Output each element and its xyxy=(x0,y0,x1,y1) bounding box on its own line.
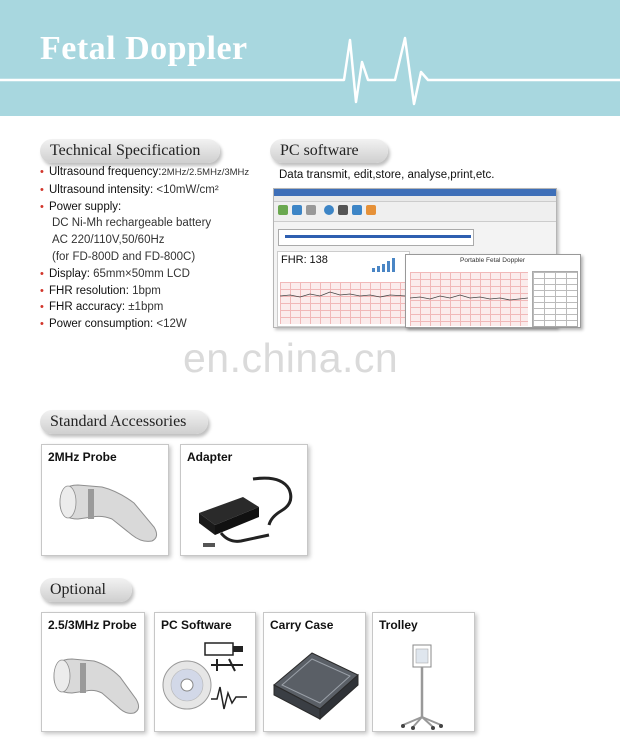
window-titlebar xyxy=(274,189,556,196)
accessory-card-adapter xyxy=(180,444,308,556)
probe-icon xyxy=(42,445,170,557)
toolbar-icon xyxy=(338,205,348,215)
card-label: 2.5/3MHz Probe xyxy=(48,618,137,632)
spec-item: • Power supply: xyxy=(40,199,270,216)
records-table xyxy=(278,229,474,246)
toolbar-icon xyxy=(324,205,334,215)
spec-item: • Ultrasound frequency:2MHz/2.5MHz/3MHz xyxy=(40,164,270,182)
spec-item: • FHR resolution: 1bpm xyxy=(40,283,270,300)
spec-subitem: DC Ni-Mh rechargeable battery xyxy=(52,217,212,230)
card-label: Adapter xyxy=(187,450,233,464)
fetal-doppler-report xyxy=(405,254,581,328)
card-label: Trolley xyxy=(379,618,418,632)
report-title: Portable Fetal Doppler xyxy=(460,257,526,264)
window-toolbar xyxy=(274,202,556,222)
report-table xyxy=(532,271,578,327)
probe-icon xyxy=(42,613,146,733)
optional-card-trolley xyxy=(372,612,475,732)
spec-list xyxy=(40,164,270,333)
spec-subitem: AC 220/110V,50/60Hz xyxy=(52,234,165,247)
card-label: Carry Case xyxy=(270,618,334,632)
spec-item: • FHR accuracy: ±1bpm xyxy=(40,299,270,316)
toolbar-icon xyxy=(366,205,376,215)
toolbar-icon xyxy=(278,205,288,215)
spec-subitem: (for FD-800D and FD-800C) xyxy=(52,250,196,263)
carry-case-icon xyxy=(264,613,367,733)
fhr-panel xyxy=(277,251,410,327)
fhr-chart-grid xyxy=(280,282,406,324)
technical-specification-heading: Technical Specification xyxy=(40,139,220,163)
pc-software-description: Data transmit, edit,store, analyse,print,etc. xyxy=(279,169,495,181)
cd-usb-icon xyxy=(155,613,257,733)
heartbeat-line-icon xyxy=(0,0,620,116)
spec-item: • Display: 65mm×50mm LCD xyxy=(40,266,270,283)
optional-card-probe xyxy=(41,612,145,732)
report-chart-grid xyxy=(410,272,528,326)
header-banner xyxy=(0,0,620,116)
optional-heading: Optional xyxy=(40,578,132,602)
fhr-trace xyxy=(280,282,406,324)
fhr-readout: FHR: 138 xyxy=(281,254,328,266)
toolbar-icon xyxy=(292,205,302,215)
toolbar-icon xyxy=(352,205,362,215)
spec-item: • Ultrasound intensity: <10mW/cm² xyxy=(40,182,270,199)
watermark: en.china.cn xyxy=(183,335,399,381)
card-label: PC Software xyxy=(161,618,232,632)
pc-software-heading: PC software xyxy=(270,139,388,163)
signal-bars-icon xyxy=(372,258,402,272)
accessory-card-probe xyxy=(41,444,169,556)
optional-card-carry-case xyxy=(263,612,366,732)
trolley-icon xyxy=(373,613,476,733)
optional-card-pc-software xyxy=(154,612,256,732)
page-title: Fetal Doppler xyxy=(40,30,248,67)
standard-accessories-heading: Standard Accessories xyxy=(40,410,208,434)
spec-item: • Power consumption: <12W xyxy=(40,316,270,333)
toolbar-icon xyxy=(306,205,316,215)
selected-row xyxy=(285,235,471,238)
report-trace xyxy=(410,272,528,326)
card-label: 2MHz Probe xyxy=(48,450,117,464)
adapter-icon xyxy=(181,445,309,557)
